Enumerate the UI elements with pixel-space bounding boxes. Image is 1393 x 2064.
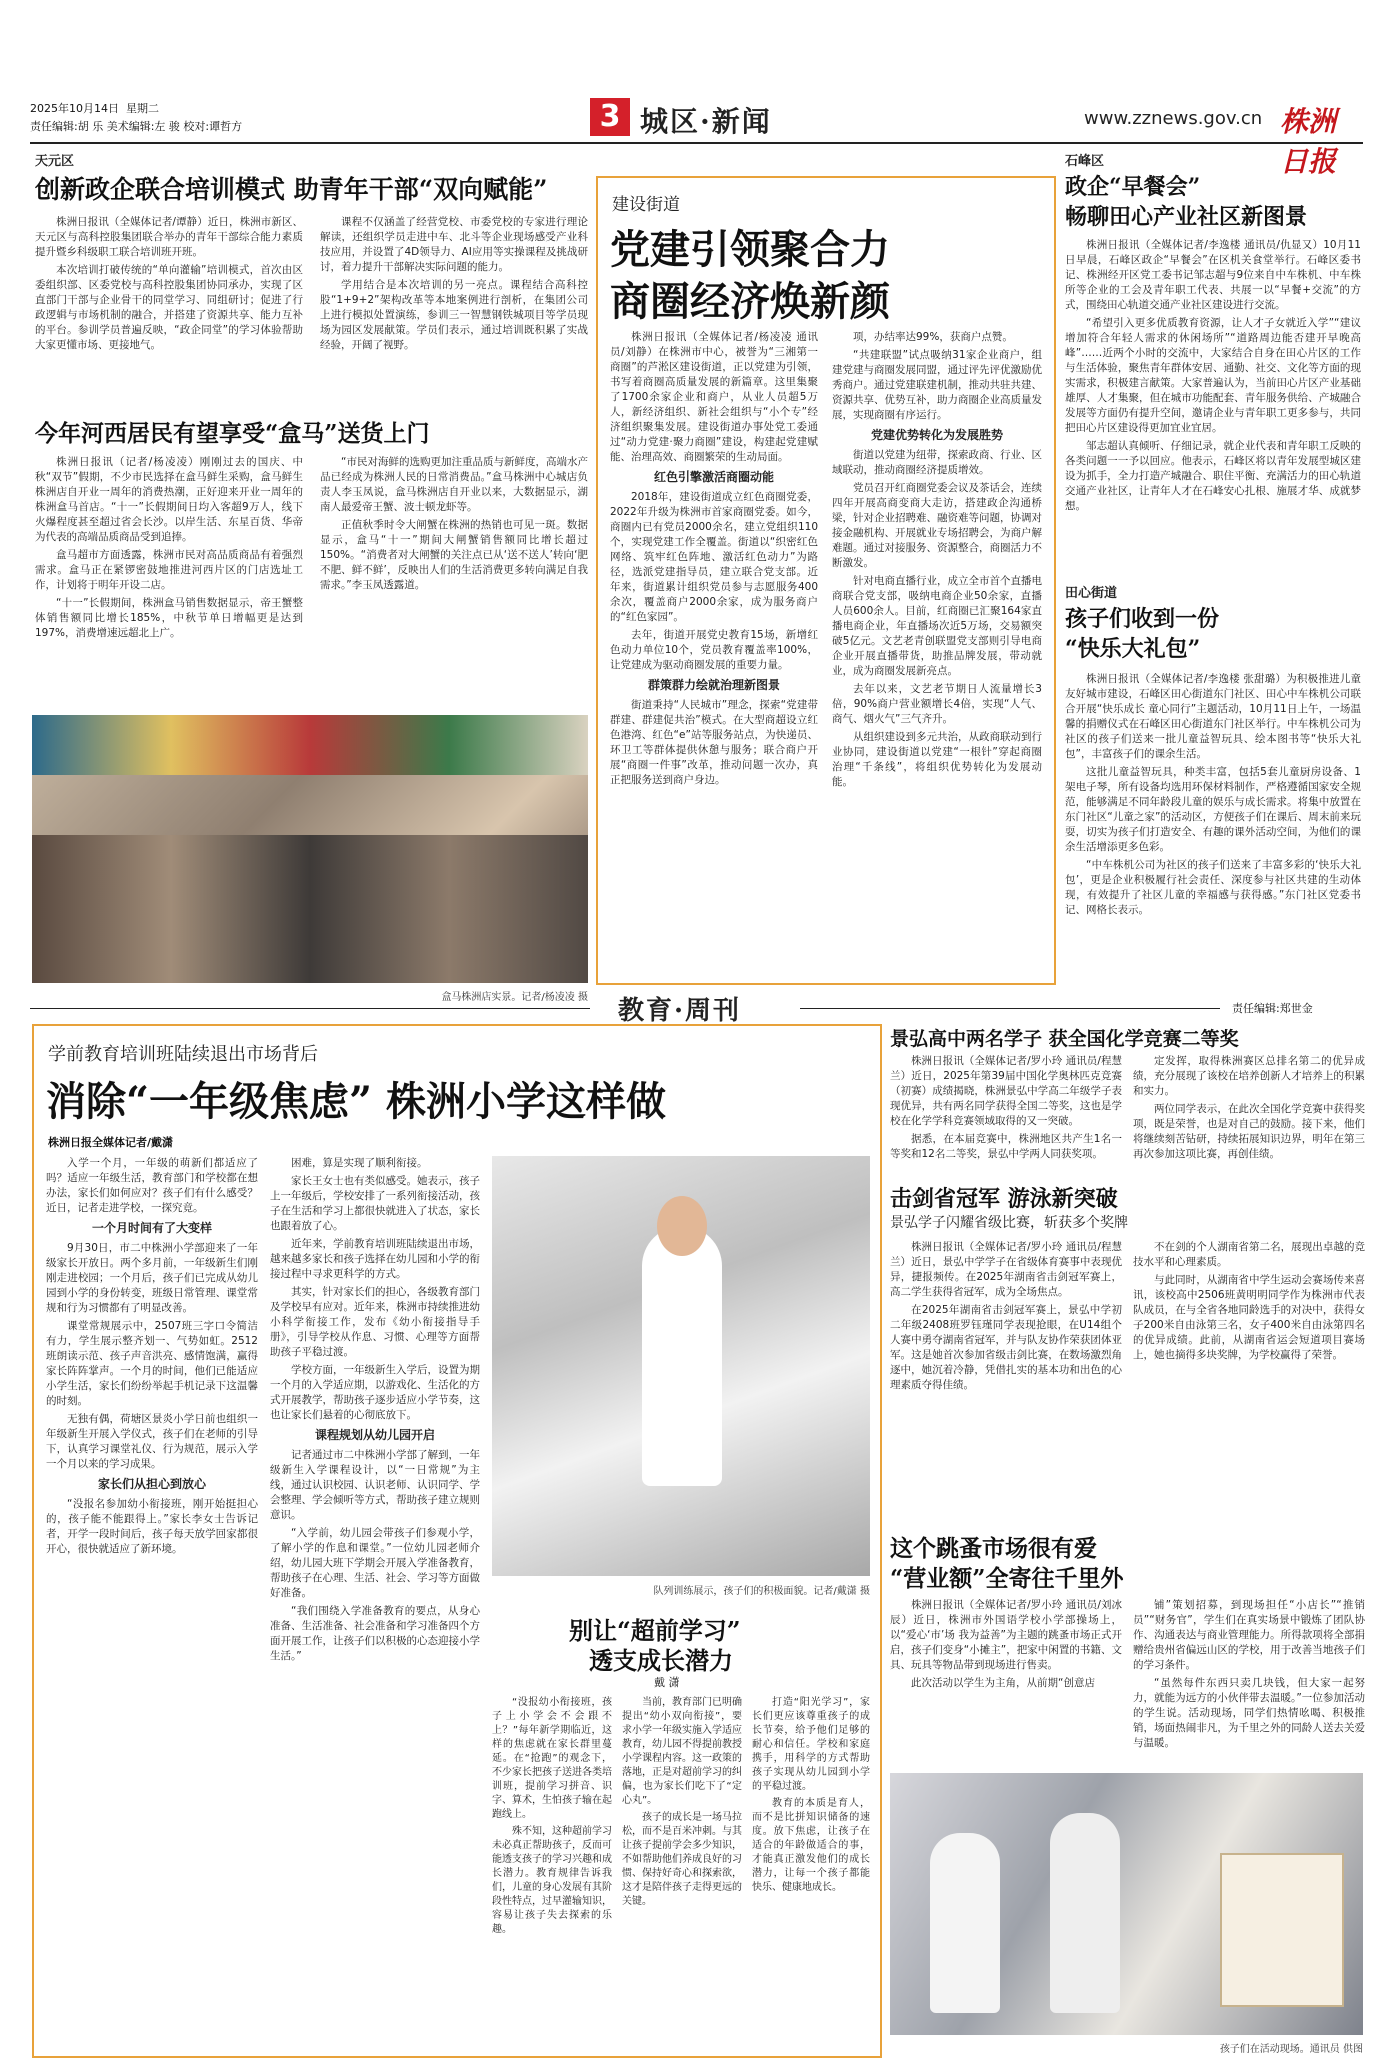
essay-title-line2: 透支成长潜力	[589, 1646, 733, 1675]
essay-title-line1: 别让“超前学习”	[569, 1616, 741, 1645]
child-figure	[1050, 1813, 1120, 2013]
article-chem	[890, 1024, 1365, 1174]
article-body: 株洲日报讯（全媒体记者/李逸楼 张甜璐）为积极推进儿童友好城市建设，石峰区田心街道东门社区、田心中车株机公司联合开展“快乐成长 童心同行”主题活动，10月11日上午，一场温馨的捐赠仪式在石峰区田心街道东门社区举行。中车株机公司为社区的孩子们送来一批儿童益智玩具、绘本图书等“快乐大礼包”，丰富孩子们的课余生活。 这批儿童益智玩具，种类丰富，包括5套儿童厨房设备、1架电子琴，所有设备均选用环保材料制作，严格遵循国家安全规范，能够满足不同年龄段儿童的娱乐与成长需求。将集中放置在东门社区“儿童之家”的活动区，方便孩子们在课后、周末前来玩耍，切实为孩子们打造安全、有趣的课外活动空间，为他们的课余生活增添更多色彩。 “中车株机公司为社区的孩子们送来了丰富多彩的‘快乐大礼包’，更是企业积极履行社会责任、深度参与社区共建的生动体现，有效提升了社区儿童的幸福感与获得感。”东门社区党委书记、网格长表示。	[1065, 673, 1361, 916]
essay-author: 戴 潇	[654, 1676, 680, 1689]
article-body-col1: 株洲日报讯（记者/杨凌凌）刚刚过去的国庆、中秋“双节”假期，不少市民选择在盒马鲜生采购，盒马鲜生株洲店自开业一周年的消费热潮，正好迎来开业一周年的株洲盒马首店。“十一”长假期间日均入客超9万人，线下火爆程度甚至超过省会长沙。以岸生活、东星百货、华帝为代表的高端品质商品受到追捧。 盒马超市方面透露，株洲市民对高品质商品有着强烈需求。盒马正在紧锣密鼓地推进河西片区的门店选址工作，计划将于明年开设二店。 “十一”长假期间，株洲盒马销售数据显示，帝王蟹整体销售额同比增长185%，中秋节单日增幅更是达到197%，消费增速远超北上广。	[35, 456, 303, 639]
region-tag: 石峰区	[1065, 154, 1105, 169]
article-hema	[30, 415, 590, 715]
article-body-col1: 株洲日报讯（全媒体记者/罗小玲 通讯员/程慧兰）近日，景弘中学学子在省级体育赛事中表现优异，捷报频传。在2025年湖南省击剑冠军赛上，高二学生获得省冠军，成为全场焦点。 在2025年湖南省击剑冠军赛上，景弘中学初二年级2408班罗钰瑾同学表现抢眼，在U14组个人赛中勇夺湖南省冠军，并与队友协作荣获团体亚军。这是她首次参加省级击剑比赛，在数场激烈角逐中，她沉着冷静，凭借扎实的基本功和出色的心理素质夺得佳绩。	[890, 1241, 1122, 1391]
students-marching-photo	[492, 1156, 870, 1576]
region-tag: 建设街道	[612, 195, 680, 215]
subheading: 一个月时间有了大变样	[91, 1221, 212, 1235]
article-body-col2: 困难，算是实现了顺利衔接。 家长王女士也有类似感受。她表示，孩子上一年级后，学校安排了一系列衔接活动，孩子在生活和学习上都很快就进入了状态，家长也跟着放了心。 近年来，学前教育培训班陆续退出市场，越来越多家长和孩子选择在幼儿园和小学的衔接过程中寻求更科学的方式。 其实，针对家长们的担心，各级教育部门及学校早有应对。近年来，株洲市持续推进幼小科学衔接工作，发布《幼小衔接指导手册》，引导学校从作息、习惯、心理等方面帮助孩子平稳过渡。 学校方面，一年级新生入学后，设置为期一个月的入学适应期，以游戏化、生活化的方式开展教学，帮助孩子逐步适应小学节奏，这也让家长们悬着的心彻底放下。 课程规划从幼儿园开启 记者通过市二中株洲小学部了解到，一年级新生入学课程设计，以“一日常规”为主线，通过认识校园、认识老师、认识同学、学会整理、学会倾听等方式，帮助孩子建立规则意识。 “入学前，幼儿园会带孩子们参观小学，了解小学的作息和课堂。”一位幼儿园老师介绍，幼儿园大班下学期会开展入学准备教育，帮助孩子在心理、生活、社会、学习等方面做好准备。 “我们围绕入学准备教育的要点，从身心准备、生活准备、社会准备和学习准备四个方面开展工作，让孩子们以积极的心态迎接小学生活。”	[270, 1157, 480, 1662]
headline-line1: 党建引领聚合力	[610, 226, 890, 273]
article-tianxin	[1065, 582, 1365, 987]
article-body-col1: 株洲日报讯（全媒体记者/罗小玲 通讯员/程慧兰）近日，2025年第39届中国化学奥林匹克竞赛（初赛）成绩揭晓，株洲景弘中学高二年级学子表现优异，共有两名同学获得全国二等奖，这也是学校在化学学科竞赛领域取得的又一突破。 据悉，在本届竞赛中，株洲地区共产生1名一等奖和12名二等奖，景弘中学两人同获奖项。	[890, 1055, 1122, 1160]
headline-line1: 政企“早餐会”	[1065, 174, 1201, 200]
headline-line2: 商圈经济焕新颜	[610, 278, 890, 325]
article-body-col2: 不在剑的个人湖南省第二名，展现出卓越的竞技水平和心理素质。 与此同时，从湖南省中学生运动会赛场传来喜讯，该校高中2506班黄明明同学作为株洲市代表队成员，在与全省各地同龄选手的对决中，获得女子200米自由泳第三名，女子400米自由泳第四名的优异成绩。此前，从湖南省运会短道项目赛场上，她也摘得多块奖牌，为学校赢得了荣誉。	[1133, 1241, 1365, 1361]
flea-market-photo	[890, 1773, 1363, 2035]
issue-date: 2025年10月14日 星期二	[30, 102, 159, 115]
student-face	[657, 1196, 707, 1256]
article-subtitle: 景弘学子闪耀省级比赛，斩获多个奖牌	[890, 1215, 1128, 1231]
article-body-col1: 入学一个月，一年级的萌新们都适应了吗？适应一年级生活，教育部门和学校都在想办法，家长们如何应对？孩子们有什么感受？近日，记者走进学校，一探究竟。 一个月时间有了大变样 9月30日，市二中株洲小学部迎来了一年级家长开放日。两个多月前，一年级新生们刚刚走进校园；一个月后，孩子们已完成从幼儿园到小学的身份转变，班级日常管理、课堂常规和行为习惯都有了明显改善。 课堂常规展示中，2507班三字口令简洁有力，学生展示整齐划一、气势如虹。2512班朗读示范、孩子声音洪亮、感情饱满，赢得家长阵阵掌声。一个月的时间，他们已能适应小学生活，家长们纷纷举起手机记录下这温馨的时刻。 无独有偶，荷塘区景炎小学日前也组织一年级新生开展入学仪式，孩子们在老师的引导下，认真学习课堂礼仪、行为规范，展示入学一个月以来的学习成果。 家长们从担心到放心 “没报名参加幼小衔接班，刚开始挺担心的，孩子能不能跟得上。”家长李女士告诉记者，开学一段时间后，孩子每天放学回家都很开心，很快就适应了新环境。	[46, 1157, 258, 1555]
article-body-col2: “市民对海鲜的选购更加注重品质与新鲜度，高端水产品已经成为株洲人民的日常消费品。”盒马株洲中心城店负责人李玉凤说，盒马株洲店自开业以来，大数据显示，湖南人最爱帝王蟹、波士顿龙虾等。 正值秋季时令大闸蟹在株洲的热销也可见一斑。数据显示，盒马“十一”期间大闸蟹销售额同比增长超过150%。“消费者对大闸蟹的关注点已从‘送不送人’转向‘肥不肥、鲜不鲜’，反映出人们的生活消费更多转向满足自我需求。”李玉凤透露道。	[320, 456, 588, 591]
essay-col2: 当前，教育部门已明确提出“幼小双向衔接”，要求小学一年级实施入学适应教育，幼儿园不得提前教授小学课程内容。这一政策的落地，正是对超前学习的纠偏，也为家长们吃下了“定心丸”。 孩子的成长是一场马拉松，而不是百米冲刺。与其让孩子提前学会多少知识，不如帮助他们养成良好的习惯、保持好奇心和探索欲，这才是陪伴孩子走得更远的关键。	[622, 1697, 742, 1907]
headline-line2: “营业额”全寄往千里外	[890, 1565, 1124, 1592]
section-title: 教育·周刊	[618, 996, 742, 1026]
article-fencing	[890, 1182, 1365, 1522]
article-body-col2: 铺”策划招募，到现场担任“小店长”“推销员”“财务官”，学生们在真实场景中锻炼了团队协作、沟通表达与商业管理能力。所得款项将全部捐赠给贵州省偏远山区的学校，用于改善当地孩子们的学习条件。 “虽然每件东西只卖几块钱，但大家一起努力，就能为远方的小伙伴带去温暖。”一位参加活动的学生说。活动现场，同学们热情吆喝、积极推销，场面热闹非凡，为千里之外的同龄人送去关爱与温暖。	[1133, 1599, 1365, 1749]
photo-caption: 队列训练展示，孩子们的积极面貌。记者/戴潇 摄	[653, 1586, 870, 1597]
headline: 消除“一年级焦虑” 株洲小学这样做	[46, 1078, 666, 1125]
section-editor: 责任编辑:郑世金	[1232, 1002, 1313, 1015]
article-shifeng	[1065, 150, 1365, 570]
crowd-band	[32, 835, 588, 983]
page-number-badge: 3	[590, 98, 630, 136]
headline-line1: 这个跳蚤市场很有爱	[890, 1535, 1097, 1562]
photo-caption: 孩子们在活动现场。通讯员 供图	[1219, 2044, 1363, 2055]
article-preschool-box	[32, 1024, 882, 2058]
subheading: 课程规划从幼儿园开启	[314, 1428, 435, 1442]
headline-line1: 孩子们收到一份	[1065, 606, 1220, 632]
region-tag: 田心街道	[1065, 586, 1118, 601]
article-title: 创新政企联合培训模式 助青年干部“双向赋能”	[35, 175, 548, 204]
article-tianyuan	[30, 150, 590, 410]
page-editors: 责任编辑:胡 乐 美术编辑:左 骏 校对:谭哲方	[30, 120, 243, 133]
essay-col3: 打造“阳光学习”，家长们更应该尊重孩子的成长节奏，给予他们足够的耐心和信任。学校和家庭携手，用科学的方式帮助孩子实现从幼儿园到小学的平稳过渡。 教育的本质是育人，而不是比拼知识储备的速度。放下焦虑，让孩子在适合的年龄做适合的事，才能真正激发他们的成长潜力，让每一个孩子都能快乐、健康地成长。	[752, 1697, 870, 1893]
hema-store-photo	[32, 715, 588, 983]
subheading: 红色引擎激活商圈动能	[653, 470, 774, 484]
article-title: 今年河西居民有望享受“盒马”送货上门	[35, 420, 430, 447]
child-figure	[930, 1833, 1000, 2013]
student-figure	[642, 1226, 722, 1486]
section-rule-right	[800, 1008, 1220, 1009]
article-jianshe-box	[596, 176, 1056, 985]
headline-line2: 畅聊田心产业社区新图景	[1065, 204, 1308, 230]
article-body-col1: 株洲日报讯（全媒体记者/谭静）近日，株洲市新区、天元区与高科控股集团联合举办的青年干部综合能力素质提升暨乡科级职工联合培训班开班。 本次培训打破传统的“单向灌输”培训模式，首次由区委组织部、区委党校与高科控股集团协同承办，实现了区直部门干部与企业骨干的同堂学习、同组研讨；促进了行政逻辑与市场机制的融合，并搭建了资源共享、能力互补的平台。参训学员普遍反映，“政企同堂”的学习体验帮助大家更懂市场、更接地气。	[35, 216, 303, 351]
site-url[interactable]: www.zznews.gov.cn	[1084, 108, 1263, 129]
article-body-col2: 课程不仅涵盖了经营党校、市委党校的专家进行理论解读，还组织学员走进中车、北斗等企业现场感受产业科技应用，并设置了4D领导力、AI应用等实操课程及挑战研讨，着力提升干部解决实际问题的能力。 学用结合是本次培训的另一亮点。课程结合高科控股“1+9+2”架构改革等本地案例进行剖析，在集团公司上进行模拟处置演练，参训三一智慧钢铁城项目等学员现场为园区发展献策。学员们表示，通过培训既积累了实战经验，开阔了视野。	[320, 216, 588, 351]
article-body-col1: 株洲日报讯（全媒体记者/罗小玲 通讯员/刘冰辰）近日，株洲市外国语学校小学部操场上，以“爱心‘市’场 我为益善”为主题的跳蚤市场正式开启，孩子们变身“小摊主”，把家中闲置的书籍、文具、玩具等物品带到现场进行售卖。 此次活动以学生为主角，从前期“创意店	[890, 1599, 1122, 1689]
article-title: 景弘高中两名学子 获全国化学竞赛二等奖	[890, 1028, 1239, 1050]
subheading: 党建优势转化为发展胜势	[870, 428, 1003, 442]
article-title: 击剑省冠军 游泳新突破	[890, 1186, 1118, 1212]
essay-col1: “没报幼小衔接班，孩子上小学会不会跟不上？”每年新学期临近，这样的焦虑就在家长群里蔓延。在“抢跑”的观念下，不少家长把孩子送进各类培训班，提前学习拼音、识字、算术，生怕孩子输在起跑线上。 殊不知，这种超前学习未必真正帮助孩子，反而可能透支孩子的学习兴趣和成长潜力。教育规律告诉我们，儿童的身心发展有其阶段性特点，过早灌输知识，容易让孩子失去探索的乐趣。	[492, 1697, 612, 1935]
article-body: 株洲日报讯（全媒体记者/李逸楼 通讯员/仇显又）10月11日早晨，石峰区政企“早餐会”在区机关食堂举行。石峰区委书记、株洲经开区党工委书记邹志超与9位来自中车株机、中车株所等企业的工会及青年职工代表、共展一以“早餐+交流”的方式，围绕田心轨道交通产业社区建设进行交流。 “希望引入更多优质教育资源，让人才子女就近入学”“建议增加符合年轻人需求的休闲场所”“道路周边能否建开早晚高峰”……近两个小时的交流中，大家结合自身在田心片区的工作与生活体验，聚焦青年群体安居、通勤、社交、文化等方面的现实需求，积极建言献策。大家普遍认为，当前田心片区产业基础雄厚、人才集聚，但在城市功能配套、青年服务供给、产城融合发展等方面仍有提升空间，邀请企业与青年职工更多参与，共同把田心片区建设得更加宜业宜居。 邹志超认真倾听、仔细记录，就企业代表和青年职工反映的各类问题一一予以回应。他表示，石峰区将以青年发展型城区建设为抓手，全力打造产城融合、职住平衡、充满活力的田心轨道交通产业社区，让青年人才在石峰安心扎根、施展才华、成就梦想。	[1065, 239, 1361, 512]
subheading: 群策群力绘就治理新图景	[647, 678, 780, 692]
article-body-col2: 项，办结率达99%，获商户点赞。 “共建联盟”试点吸纳31家企业商户，组建党建与商圈发展同盟，通过评先评优激励优秀商户。通过党建联建机制，推动共驻共建、资源共享、优势互补，助力商圈企业高质量发展，实现商圈有序运行。 党建优势转化为发展胜势 街道以党建为纽带，探索政商、行业、区域联动，推动商圈经济提质增效。 党员召开红商圈党委会议及茶话会，连续四年开展高商变商大走访，搭建政企沟通桥梁，针对企业招聘难、融资难等问题，协调对接金融机构、开展就业专场招聘会，为商户解难题。通过对接服务、资源整合，商圈活力不断激发。 针对电商直播行业，成立全市首个直播电商联合党支部，吸纳电商企业50余家，直播人员600余人。目前，红商圈已汇聚164家直播电商企业，年直播场次近5万场，交易额突破5亿元。文艺老青创联盟党支部则引导电商企业开展直播带货，助推品牌发展，带动就业，成为商圈发展新亮点。 去年以来，文艺老节期日人流量增长3倍，90%商户营业额增长4倍，实现“人气、商气、烟火气”三气齐升。 从组织建设到多元共治，从政商联动到行业协同，建设街道以党建“一根针”穿起商圈治理“千条线”，将组织优势转化为发展动能。	[832, 331, 1042, 788]
article-body-col1: 株洲日报讯（全媒体记者/杨凌凌 通讯员/刘静）在株洲市中心，被誉为“三湘第一商圈”的芦淞区建设街道，正以党建为引领，书写着商圈高质量发展的新篇章。这里集聚了1700余家企业和商户，从业人员超5万人，新经济组织、新社会组织与“小个专”经济组织聚集发展。建设街道办事处党工委通过“动力党建·聚力商圈”建设，构建起党建赋能、治理高效、商圈繁荣的生动局面。 红色引擎激活商圈动能 2018年，建设街道成立红色商圈党委，2022年升级为株洲市首家商圈党委。如今，商圈内已有党员2000余名，建立党组织110个，实现党建工作全覆盖。街道以“织密红色网络、筑牢红色阵地、激活红色动力”为路径，选派党建指导员，建立联合党支部。近年来，街道累计组织党员参与志愿服务400余次，覆盖商户2000余家，成为服务商户的“红色家园”。 去年，街道开展党史教育15场，新增红色动力单位10个，党员教育覆盖率100%，让党建成为驱动商圈发展的重要力量。 群策群力绘就治理新图景 街道秉持“人民城市”理念，探索“党建带群建、群建促共治”模式。在大型商超设立红色港湾、红色“e”站等服务站点，为快递员、环卫工等群体提供休憩与服务；联合商户开展“商圈一件事”改革，推动问题一次办，真正把服务送到商户身边。	[610, 331, 818, 786]
masthead-rule	[30, 142, 1363, 144]
paper-logo: 株洲日报	[1280, 105, 1337, 178]
page-section-title: 城区·新闻	[640, 105, 772, 138]
kicker: 学前教育培训班陆续退出市场背后	[48, 1044, 318, 1065]
shelf-band	[32, 715, 588, 775]
article-flea	[890, 1530, 1365, 1790]
subheading: 家长们从担心到放心	[97, 1477, 206, 1491]
byline: 株洲日报全媒体记者/戴潇	[48, 1136, 174, 1149]
region-tag: 天元区	[35, 154, 75, 169]
article-body-col2: 定发挥，取得株洲赛区总排名第二的优异成绩，充分展现了该校在培养创新人才培养上的积累和实力。 两位同学表示，在此次全国化学竞赛中获得奖项，既是荣誉，也是对自己的鼓励。接下来，他们将继续刻苦钻研，持续拓展知识边界，明年在第三再次参加这项比赛，再创佳绩。	[1133, 1055, 1365, 1160]
sign-board	[1220, 1853, 1344, 2007]
headline-line2: “快乐大礼包”	[1065, 636, 1201, 662]
photo-caption: 盒马株洲店实景。记者/杨凌凌 摄	[441, 992, 588, 1003]
section-rule-left	[30, 1008, 590, 1009]
